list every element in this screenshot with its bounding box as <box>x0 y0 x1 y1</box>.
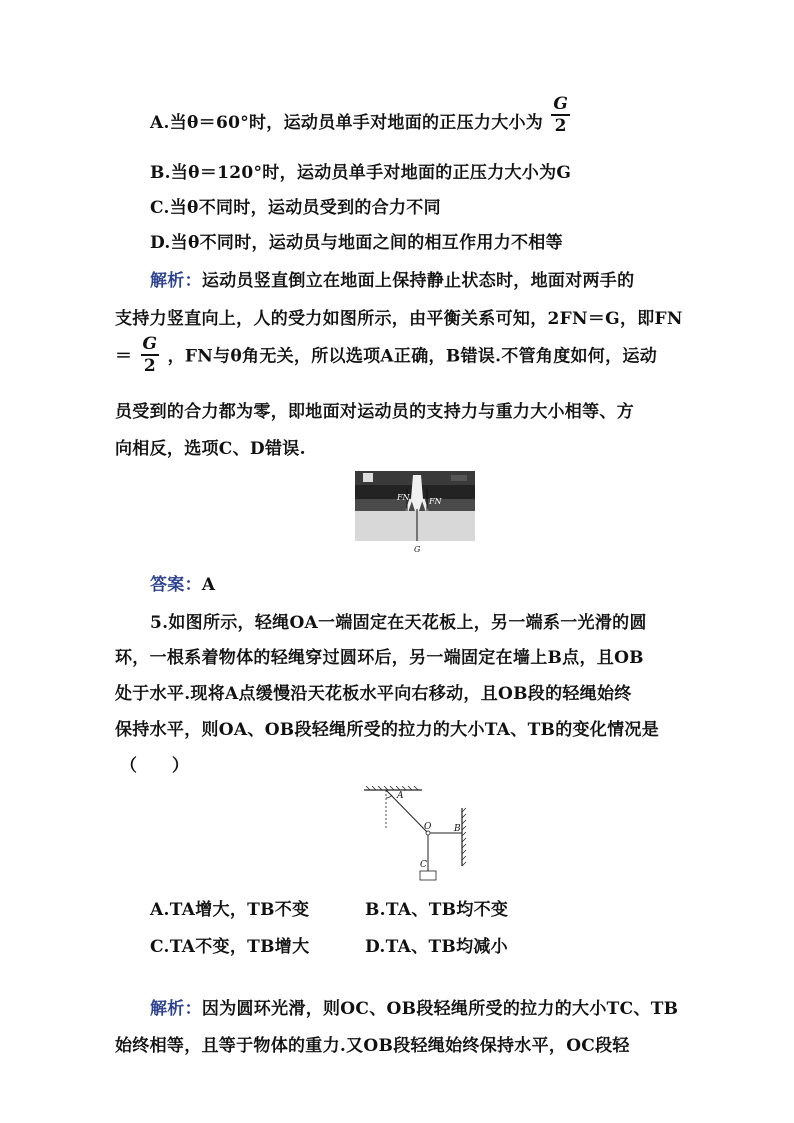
label-c: C <box>420 860 427 870</box>
analysis-label: 解析： <box>150 271 202 291</box>
q4-analysis-line-1: 解析：运动员竖直倒立在地面上保持静止状态时，地面对两手的 <box>150 271 635 291</box>
fraction-g-over-2: $\frac{G}{2}$ <box>142 334 158 376</box>
q4-analysis-line-5: 向相反，选项C、D错误. <box>115 439 306 459</box>
q4-option-d: D.当θ不同时，运动员与地面之间的相互作用力不相等 <box>150 233 563 253</box>
label-a: A <box>397 791 404 801</box>
q4-analysis-line-2: 支持力竖直向上，人的受力如图所示，由平衡关系可知，2FN＝G，即FN <box>115 309 683 329</box>
q5-option-a: A.TA增大，TB不变 <box>150 900 310 920</box>
q4-analysis-line-4: 员受到的合力都为零，即地面对运动员的支持力与重力大小相等、方 <box>115 402 634 422</box>
q5-option-b: B.TA、TB均不变 <box>365 900 509 920</box>
q5-stem-line-2: 环，一根系着物体的轻绳穿过圆环后，另一端固定在墙上B点，且OB <box>115 648 644 668</box>
q5-stem-line-4: 保持水平，则OA、OB段轻绳所受的拉力的大小TA、TB的变化情况是 <box>115 720 660 740</box>
label-b: B <box>454 824 461 834</box>
g-label: G <box>414 545 421 554</box>
rope-ring-diagram <box>362 786 477 885</box>
fn-right-label: FN <box>429 497 442 506</box>
label-o: O <box>424 822 432 832</box>
fraction-g-over-2: $\frac{G}{2}$ <box>553 93 569 136</box>
q5-stem-line-3: 处于水平.现将A点缓慢沿天花板水平向右移动，且OB段的轻绳始终 <box>115 684 632 704</box>
fn-left-label: FN <box>397 493 410 502</box>
analysis-label: 解析： <box>150 999 202 1019</box>
q5-analysis-line-1: 解析：因为圆环光滑，则OC、OB段轻绳所受的拉力的大小TC、TB <box>150 999 679 1019</box>
handstand-figure <box>355 471 475 541</box>
q5-option-d: D.TA、TB均减小 <box>365 937 508 957</box>
q4-option-c: C.当θ不同时，运动员受到的合力不同 <box>150 198 441 218</box>
q4-option-b: B.当θ＝120°时，运动员单手对地面的正压力大小为G <box>150 163 572 183</box>
q5-stem-line-1: 5.如图所示，轻绳OA一端固定在天花板上，另一端系一光滑的圆 <box>150 613 647 633</box>
q5-answer-blank: （ ） <box>120 756 190 776</box>
handstand-photo <box>355 471 475 541</box>
q5-option-c: C.TA不变，TB增大 <box>150 937 310 957</box>
q4-analysis-line-3: ＝ $\frac{G}{2}$ ，FN与θ角无关，所以选项A正确，B错误.不管角度如何，运动 <box>115 334 658 376</box>
q4-answer: 答案：A <box>150 575 216 595</box>
q4-option-a: A.当θ＝60°时，运动员单手对地面的正压力大小为 $\frac{G}{2}$ <box>150 93 569 136</box>
q5-analysis-line-2: 始终相等，且等于物体的重力.又OB段轻绳始终保持水平，OC段轻 <box>115 1036 630 1056</box>
